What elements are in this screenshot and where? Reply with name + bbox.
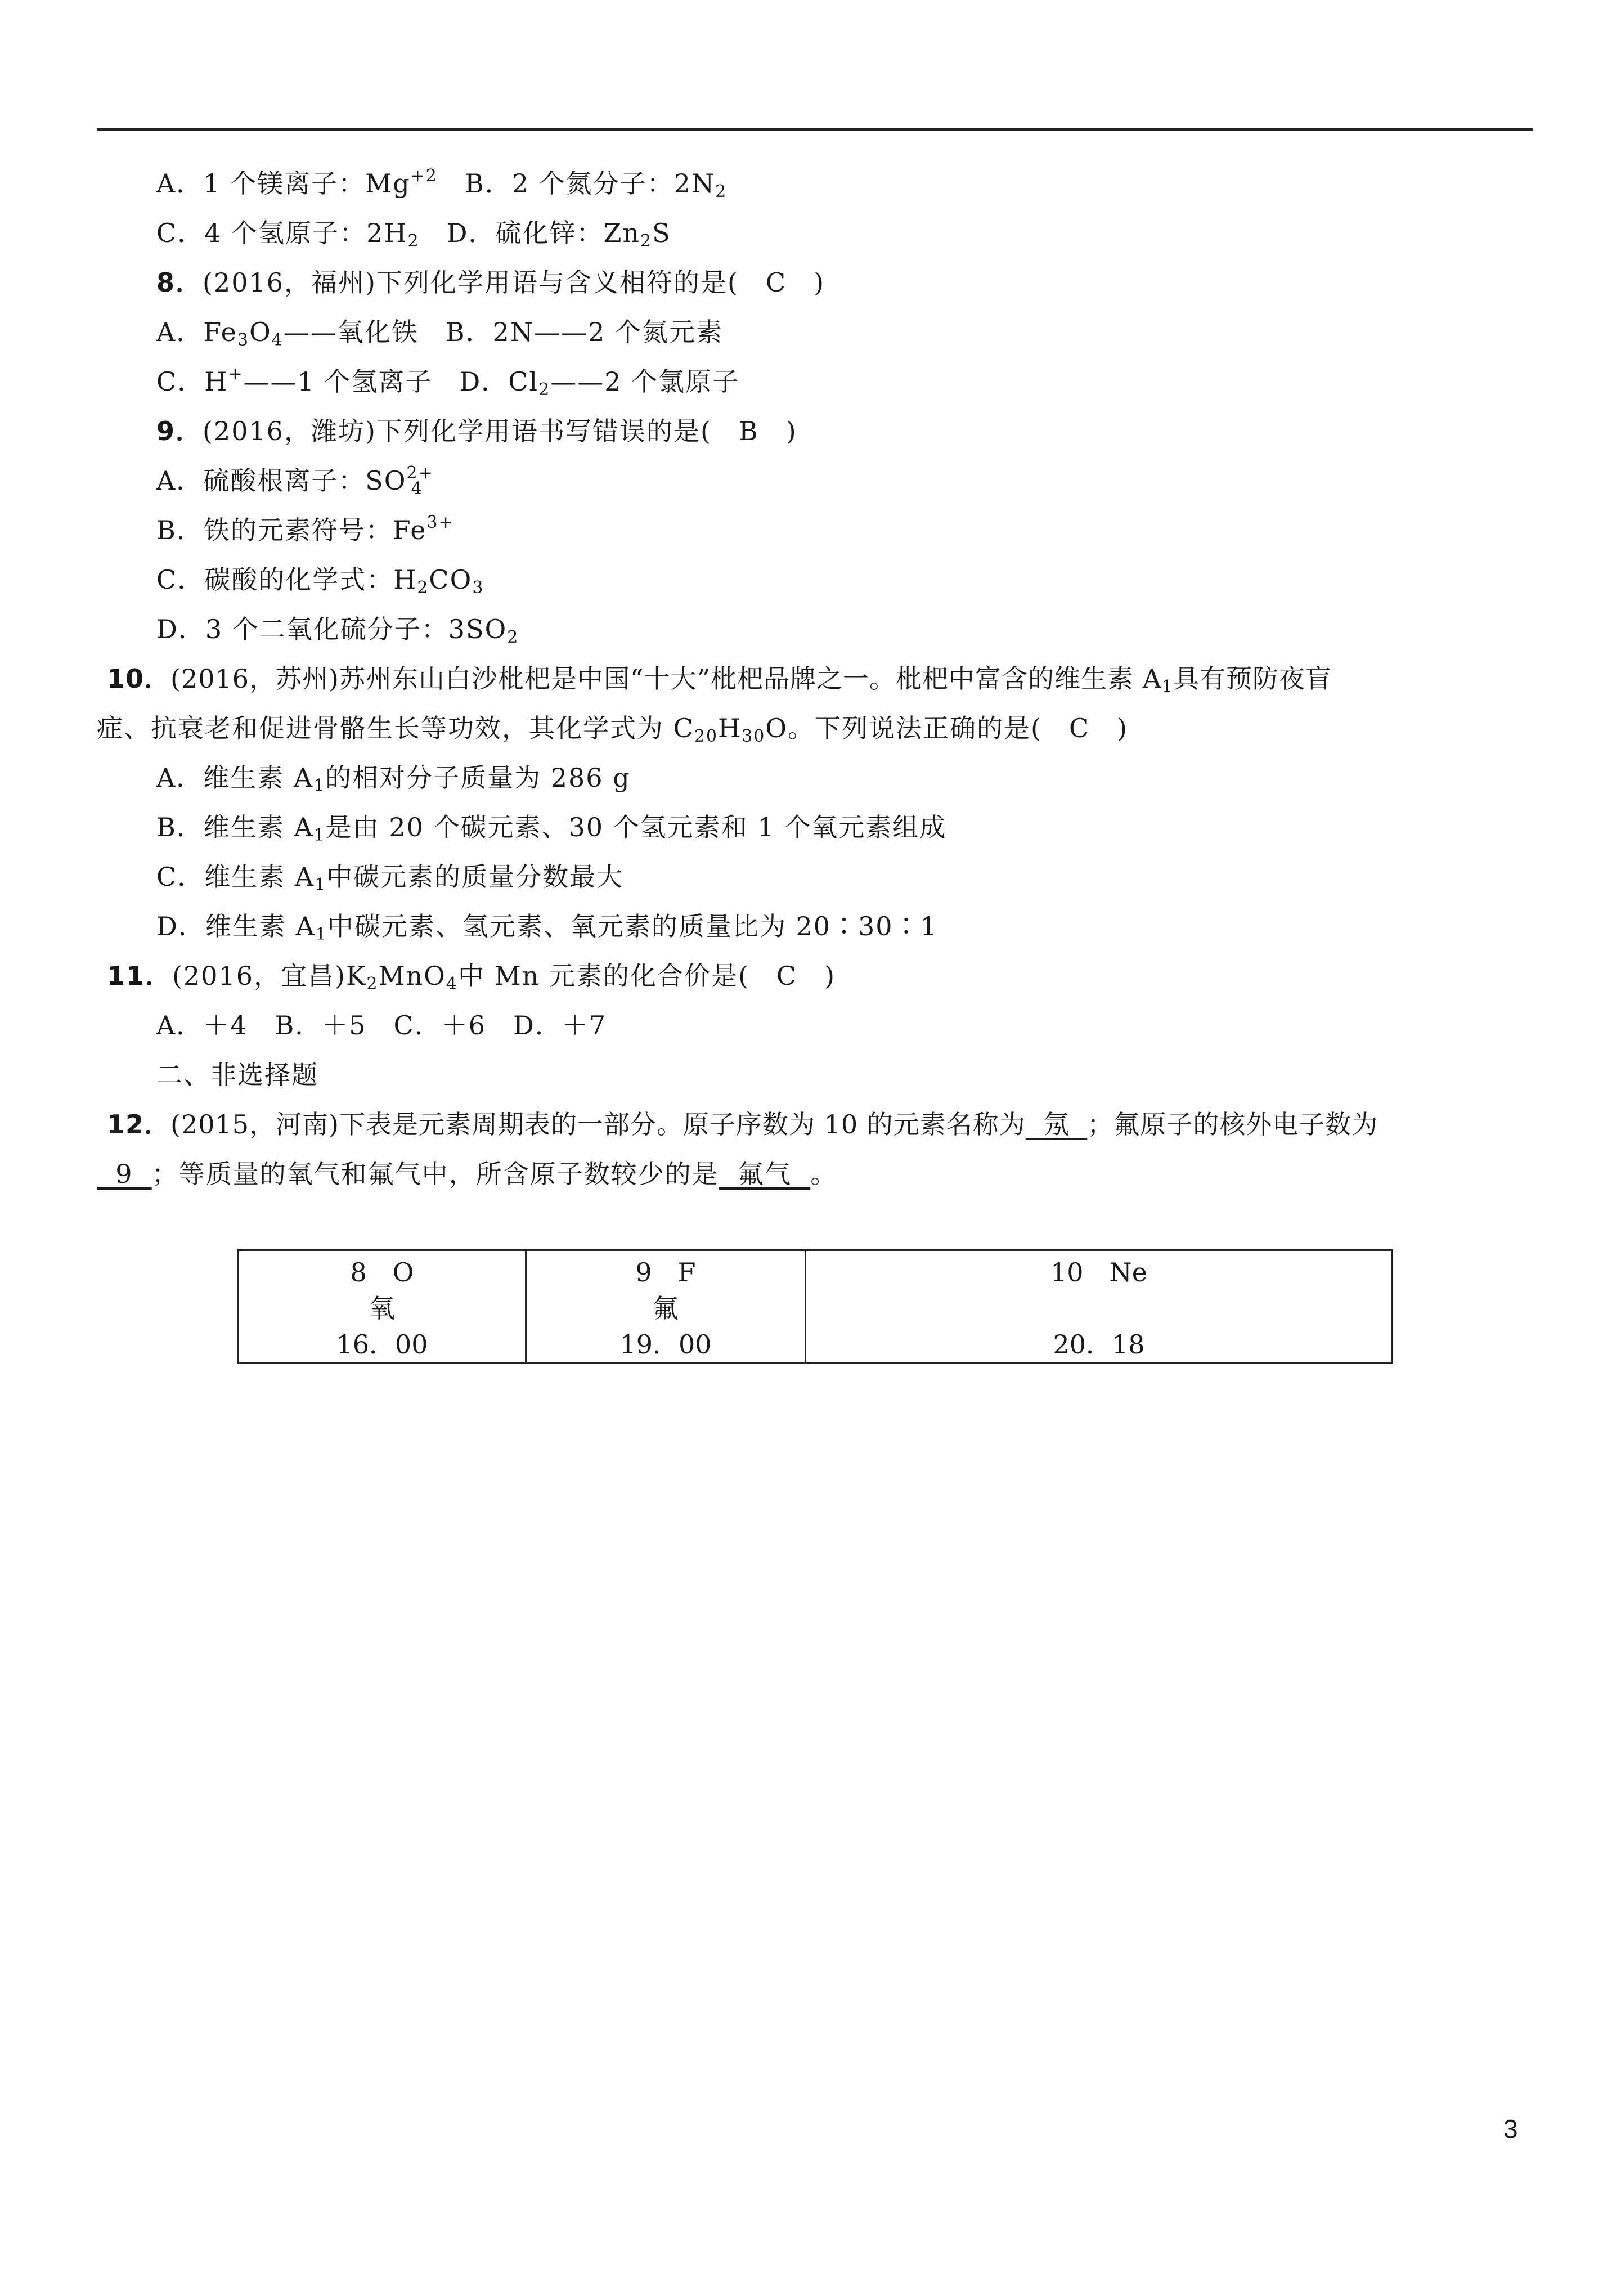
element-mass: 20．18: [1053, 1329, 1145, 1360]
element-number-symbol: 10 Ne: [1050, 1257, 1147, 1288]
page-number: 3: [1503, 2114, 1518, 2143]
element-number-symbol: 8 O: [350, 1257, 414, 1288]
q8-options-line-1: A．$Fe_3O_4——$氧化铁 B．2N——2 个氮元素: [156, 317, 723, 350]
q9-option-a: A．硫酸根离子：$SO^{2+}_4$: [156, 463, 434, 499]
q10-stem-line-1: 10．(2016，苏州)苏州东山白沙枇杷是中国“十大”枇杷品牌之一。枇杷中富含的维生素 $A_1$具有预防夜盲: [107, 663, 1332, 697]
answer-blank-1: 氖: [1025, 1109, 1088, 1140]
q12-stem-line-2: 9 ；等质量的氧气和氟气中，所含原子数较少的是 氟气 。: [97, 1159, 838, 1189]
question-number: 10．: [107, 663, 171, 694]
q11-options: A．＋4 B．＋5 C．＋6 D．＋7: [156, 1010, 607, 1041]
q10-option-b: B．维生素 $A_1$是由 20 个碳元素、30 个氢元素和 1 个氧元素组成: [156, 812, 947, 845]
q8-options-line-2: C．H+——1 个氢离子 D．$Cl_2——2$ 个氯原子: [156, 364, 740, 400]
q10-option-d: D．维生素 $A_1$中碳元素、氢元素、氧元素的质量比为 20∶30∶1: [156, 911, 938, 944]
question-number: 12．: [107, 1109, 171, 1140]
section-heading: 二、非选择题: [156, 1060, 318, 1090]
element-name: [806, 1290, 1391, 1326]
q7-options-line-1: A．1 个镁离子：$Mg^{+2}$ B．2 个氮分子：$2N_2$: [156, 166, 728, 201]
q10-option-c: C．维生素 $A_1$中碳元素的质量分数最大: [156, 862, 624, 895]
question-number: 9．: [156, 416, 203, 446]
element-name: 氟: [653, 1293, 679, 1324]
question-number: 11．: [107, 961, 173, 991]
q9-option-c: C．碳酸的化学式：$H_2CO_3$: [156, 564, 484, 598]
q7-options-line-2: C．4 个氢原子：$2H_2$ D．硫化锌：$Zn_2S$: [156, 218, 671, 251]
answer-blank-2: 9: [97, 1159, 152, 1189]
question-number: 8．: [156, 267, 203, 298]
q10-option-a: A．维生素 $A_1$的相对分子质量为 286 g: [156, 763, 631, 796]
element-cell-oxygen: [239, 1250, 526, 1364]
header-rule: [97, 128, 1533, 131]
q9-option-d: D．3 个二氧化硫分子：$3SO_2$: [156, 614, 519, 647]
answer-blank-3: 氟气: [719, 1159, 811, 1189]
element-name: 氧: [369, 1293, 395, 1324]
element-number-symbol: 9 F: [635, 1257, 696, 1288]
q10-stem-line-2: 症、抗衰老和促进骨骼生长等功效，其化学式为 $C_{20}H_{30}O$。下列说法正确的是( C ): [97, 713, 1129, 746]
element-mass: 19．00: [619, 1329, 712, 1360]
q12-stem-line-1: 12．(2015，河南)下表是元素周期表的一部分。原子序数为 10 的元素名称为 氖 ；氟原子的核外电子数为: [107, 1109, 1378, 1140]
periodic-table-excerpt: [237, 1249, 1393, 1364]
element-cell-neon: [806, 1250, 1393, 1364]
q9-stem: 9．(2016，潍坊)下列化学用语书写错误的是( B ): [156, 416, 797, 446]
q8-stem: 8．(2016，福州)下列化学用语与含义相符的是( C ): [156, 267, 825, 298]
element-mass: 16．00: [336, 1329, 428, 1360]
q11-stem: 11．(2016，宜昌)$K_2MnO_4$中 Mn 元素的化合价是( C ): [107, 961, 836, 994]
table-row: [239, 1250, 1393, 1364]
q9-option-b: B．铁的元素符号：$Fe^{3+}$: [156, 513, 454, 545]
element-cell-fluorine: [526, 1250, 806, 1364]
